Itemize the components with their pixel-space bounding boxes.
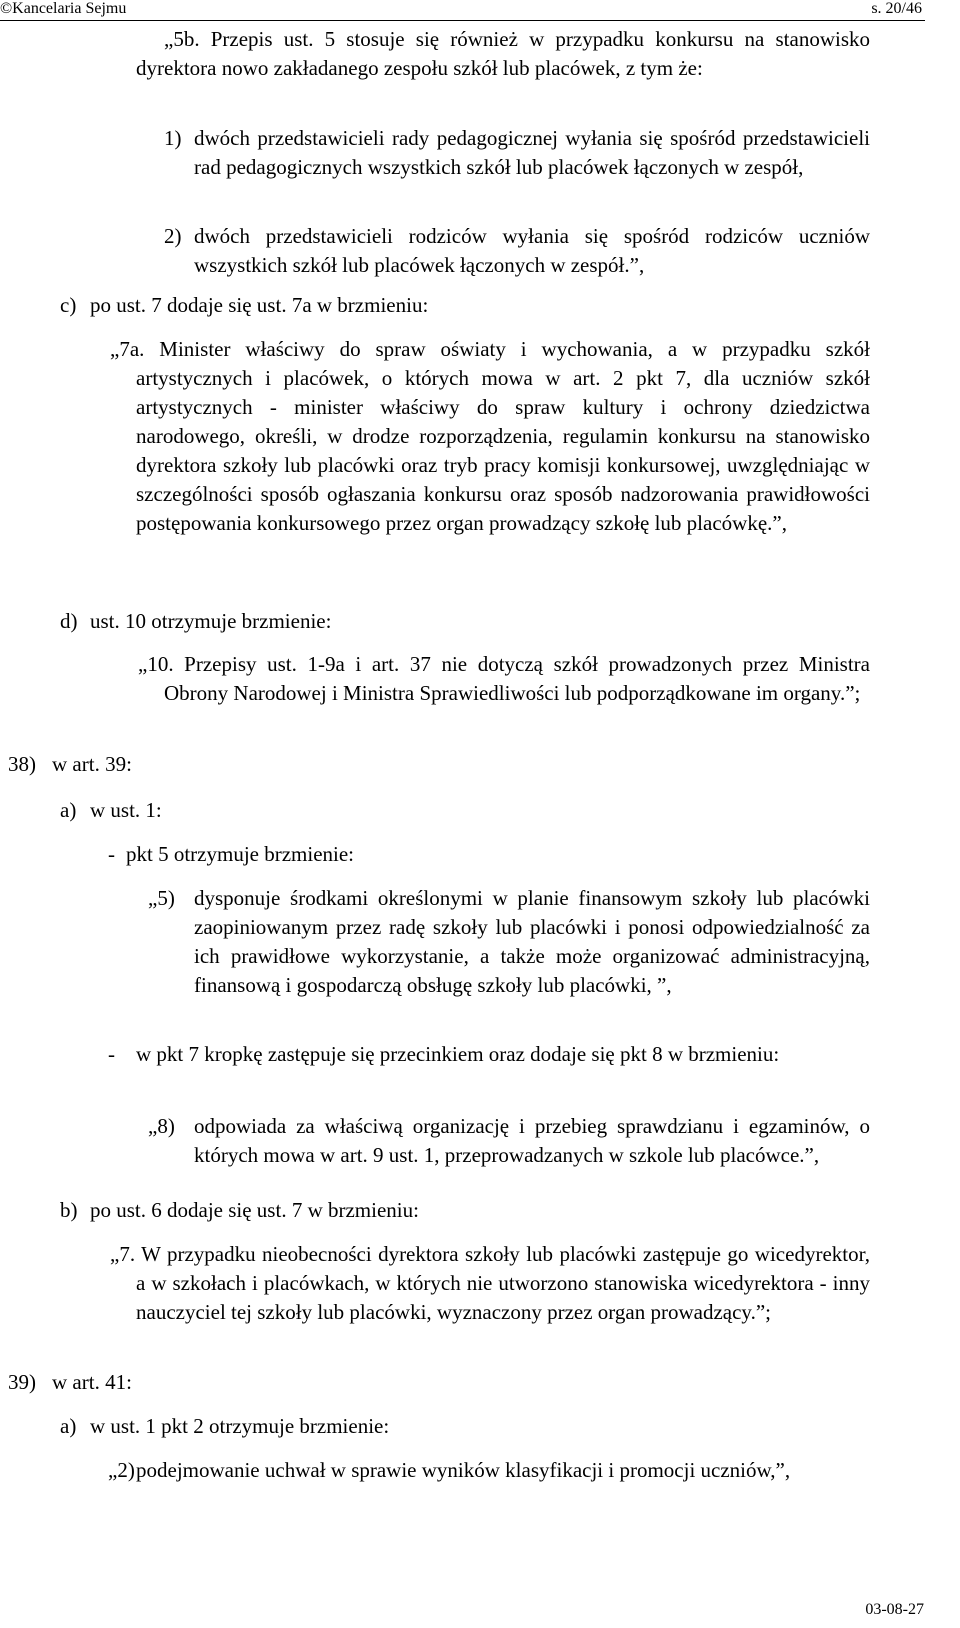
dash-label: - [108, 842, 115, 866]
list-item-text: ust. 10 otrzymuje brzmienie: [90, 609, 332, 633]
quoted-item-label: „2) [108, 1458, 135, 1482]
quoted-item-label: „5) [148, 886, 175, 910]
dash-item-pkt5 [108, 840, 708, 869]
list-item-b-38 [60, 1196, 870, 1225]
list-item-text: dwóch przedstawicieli rady pedagogicznej wyłania się spośród przedstawicieli rad pedagogicznych wszystkich szkół lub placówek łączonych w zespół, [194, 126, 870, 179]
quoted-item-2 [108, 1456, 870, 1485]
quoted-item-label: „8) [148, 1114, 175, 1138]
list-item-1 [164, 124, 870, 182]
list-item-label: 38) [8, 752, 36, 776]
list-item-a-38 [60, 796, 460, 825]
list-item-text: w ust. 1: [90, 798, 162, 822]
list-item-label: a) [60, 798, 77, 822]
list-item-text: w art. 39: [52, 752, 132, 776]
dash-text: pkt 5 otrzymuje brzmienie: [126, 842, 355, 866]
quoted-item-text: odpowiada za właściwą organizację i przebieg sprawdzianu i egzaminów, o których mowa w art. 9 ust. 1, przeprowadzanych w szkole lub placówce.”, [194, 1114, 870, 1167]
paragraph-7a: „7a. Minister właściwy do spraw oświaty i wychowania, a w przypadku szkół artystycznych i placówek, o których mowa w art. 2 pkt 7, dla uczniów szkół artystycznych - minister właściwy do spraw kultury i ochrony dziedzictwa narodowego, określi, w drodze rozporządzenia, regulamin konkursu na stanowisko dyrektora szkoły lub placówki oraz tryb pracy komisji konkursowej, uwzględniając w szczególności sposób ogłaszania konkursu oraz sposób nadzorowania prawidłowości postępowania konkursowego przez organ prowadzący szkołę lub placówkę.”, [110, 337, 870, 535]
dash-item-pkt7 [108, 1040, 870, 1069]
paragraph-5b: „5b. Przepis ust. 5 stosuje się również w przypadku konkursu na stanowisko dyrektora nowo zakładanego zespołu szkół lub placówek, z tym że: [136, 27, 870, 80]
list-item-text: dwóch przedstawicieli rodziców wyłania się spośród rodziców uczniów wszystkich szkół lub placówek łączonych w zespół.”, [194, 224, 870, 277]
list-item-label: a) [60, 1414, 77, 1438]
list-item-label: d) [60, 609, 78, 633]
quoted-item-5 [148, 884, 870, 1000]
quoted-item-text: podejmowanie uchwał w sprawie wyników klasyfikacji i promocji uczniów,”, [136, 1458, 791, 1482]
footer-date: 03-08-27 [865, 1601, 924, 1618]
list-item-text: w ust. 1 pkt 2 otrzymuje brzmienie: [90, 1414, 390, 1438]
header-source: ©Kancelaria Sejmu [0, 0, 127, 17]
list-item-d [60, 607, 870, 636]
list-item-label: 2) [164, 224, 182, 248]
quoted-item-text: dysponuje środkami określonymi w planie finansowym szkoły lub placówki zaopiniowanym przez radę szkoły lub placówki i ponosi odpowiedzialność za ich prawidłowe wykorzystanie, a także może organizować administracyjną, finansową i gospodarczą obsługę szkoły lub placówki, ”, [194, 886, 870, 997]
list-item-label: b) [60, 1198, 78, 1222]
paragraph-10: „10. Przepisy ust. 1-9a i art. 37 nie dotyczą szkół prowadzonych przez Ministra Obrony Narodowej i Ministra Sprawiedliwości lub podporządkowane im organy.”; [138, 652, 870, 705]
paragraph-7: „7. W przypadku nieobecności dyrektora szkoły lub placówki zastępuje go wicedyrektor, a w szkołach i placówkach, w których nie utworzono stanowiska wicedyrektora - inny nauczyciel tej szkoły lub placówki, wyznaczony przez organ prowadzący.”; [110, 1242, 870, 1324]
list-item-label: 39) [8, 1370, 36, 1394]
list-item-2 [164, 222, 870, 280]
header-rule [0, 20, 925, 21]
list-item-a-39 [60, 1412, 660, 1441]
list-item-38 [8, 750, 408, 779]
list-item-text: po ust. 6 dodaje się ust. 7 w brzmieniu: [90, 1198, 419, 1222]
quoted-item-8 [148, 1112, 870, 1170]
dash-label: - [108, 1042, 115, 1066]
dash-text: w pkt 7 kropkę zastępuje się przecinkiem oraz dodaje się pkt 8 w brzmieniu: [136, 1042, 780, 1066]
list-item-c [60, 291, 870, 320]
list-item-text: w art. 41: [52, 1370, 132, 1394]
list-item-label: 1) [164, 126, 182, 150]
list-item-text: po ust. 7 dodaje się ust. 7a w brzmieniu: [90, 293, 429, 317]
header-page-number: s. 20/46 [871, 0, 922, 17]
list-item-39 [8, 1368, 408, 1397]
list-item-label: c) [60, 293, 77, 317]
